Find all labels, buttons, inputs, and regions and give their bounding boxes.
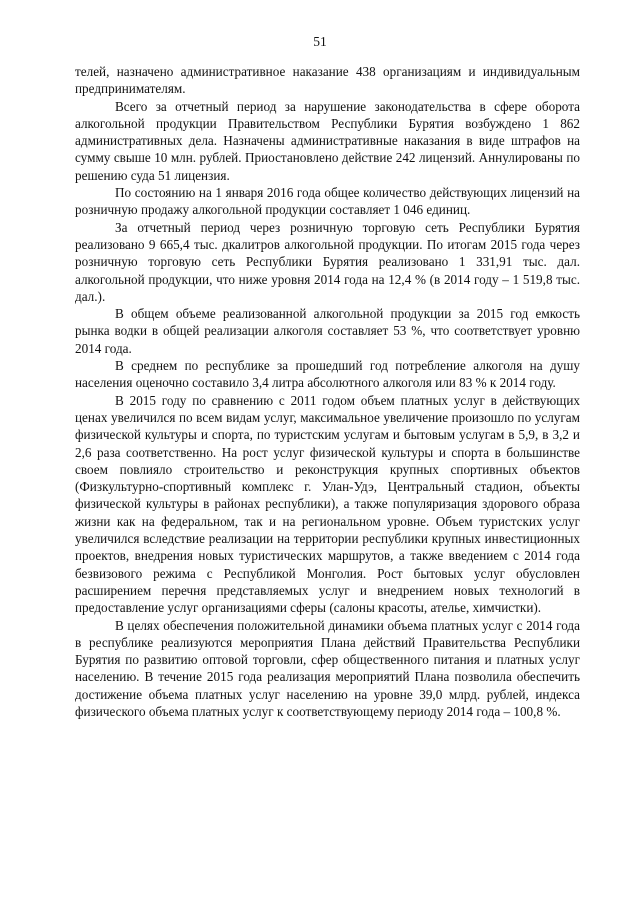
page-number: 51 xyxy=(313,34,327,49)
document-body xyxy=(75,63,580,720)
paragraph: По состоянию на 1 января 2016 года общее количество действующих лицензий на розничную продажу алкогольной продукции составляет 1 046 единиц. xyxy=(75,185,580,218)
paragraph: В целях обеспечения положительной динамики объема платных услуг с 2014 года в республике реализуются мероприятия Плана действий Правительства Республики Бурятия по развитию оптовой торговли, сфер общественного питания и платных услуг населению. В течение 2015 года реализация мероприятий Плана позволила обеспечить достижение объема платных услуг населению на уровне 39,0 млрд. рублей, индекса физического объема платных услуг к соответствующему периоду 2014 года – 100,8 %. xyxy=(75,617,580,719)
paragraph: В общем объеме реализованной алкогольной продукции за 2015 год емкость рынка водки в общей реализации алкоголя составляет 53 %, что соответствует уровню 2014 года. xyxy=(75,306,580,356)
paragraph-continuation: телей, назначено административное наказание 438 организациям и индивидуальным предпринимателям. xyxy=(75,64,580,97)
paragraph: Всего за отчетный период за нарушение законодательства в сфере оборота алкогольной продукции Правительством Республики Бурятия возбуждено 1 862 административных дела. Назначены административные наказания в виде штрафов на сумму свыше 10 млн. рублей. Приостановлено действие 242 лицензий. Аннулированы по решению суда 51 лицензия. xyxy=(75,98,580,183)
paragraph: За отчетный период через розничную торговую сеть Республики Бурятия реализовано 9 665,4 тыс. дкалитров алкогольной продукции. По итогам 2015 года через розничную торговую сеть Республики Бурятия реализовано 1 331,91 тыс. дал. алкогольной продукции, что ниже уровня 2014 года на 12,4 % (в 2014 году – 1 519,8 тыс. дал.). xyxy=(75,219,580,304)
paragraph: В среднем по республике за прошедший год потребление алкоголя на душу населения оценочно составило 3,4 литра абсолютного алкоголя или 83 % к 2014 году. xyxy=(75,358,580,391)
paragraph: В 2015 году по сравнению с 2011 годом объем платных услуг в действующих ценах увеличился по всем видам услуг, максимальное увеличение произошло по услугам физической культуры и спорта, по туристским услугам и бытовым услугам в 5,9, в 3,2 и 2,6 раза соответственно. На рост услуг физической культуры и спорта в большинстве своем повлияло строительство и реконструкция крупных спортивных объектов (Физкультурно-спортивный комплекс г. Улан-Удэ, Центральный стадион, объекты физической культуры в районах республики), а также популяризация здорового образа жизни как на федеральном, так и на региональном уровне. Объем туристских услуг увеличился вследствие реализации на территории республики крупных инвестиционных проектов, внедрения новых туристических маршрутов, а также введением с 2014 года безвизового режима с Республикой Монголия. Рост бытовых услуг обусловлен расширением перечня представляемых услуг и внедрением новых технологий в предоставление услуг организациями сферы (салоны красоты, ателье, химчистки). xyxy=(75,392,580,616)
